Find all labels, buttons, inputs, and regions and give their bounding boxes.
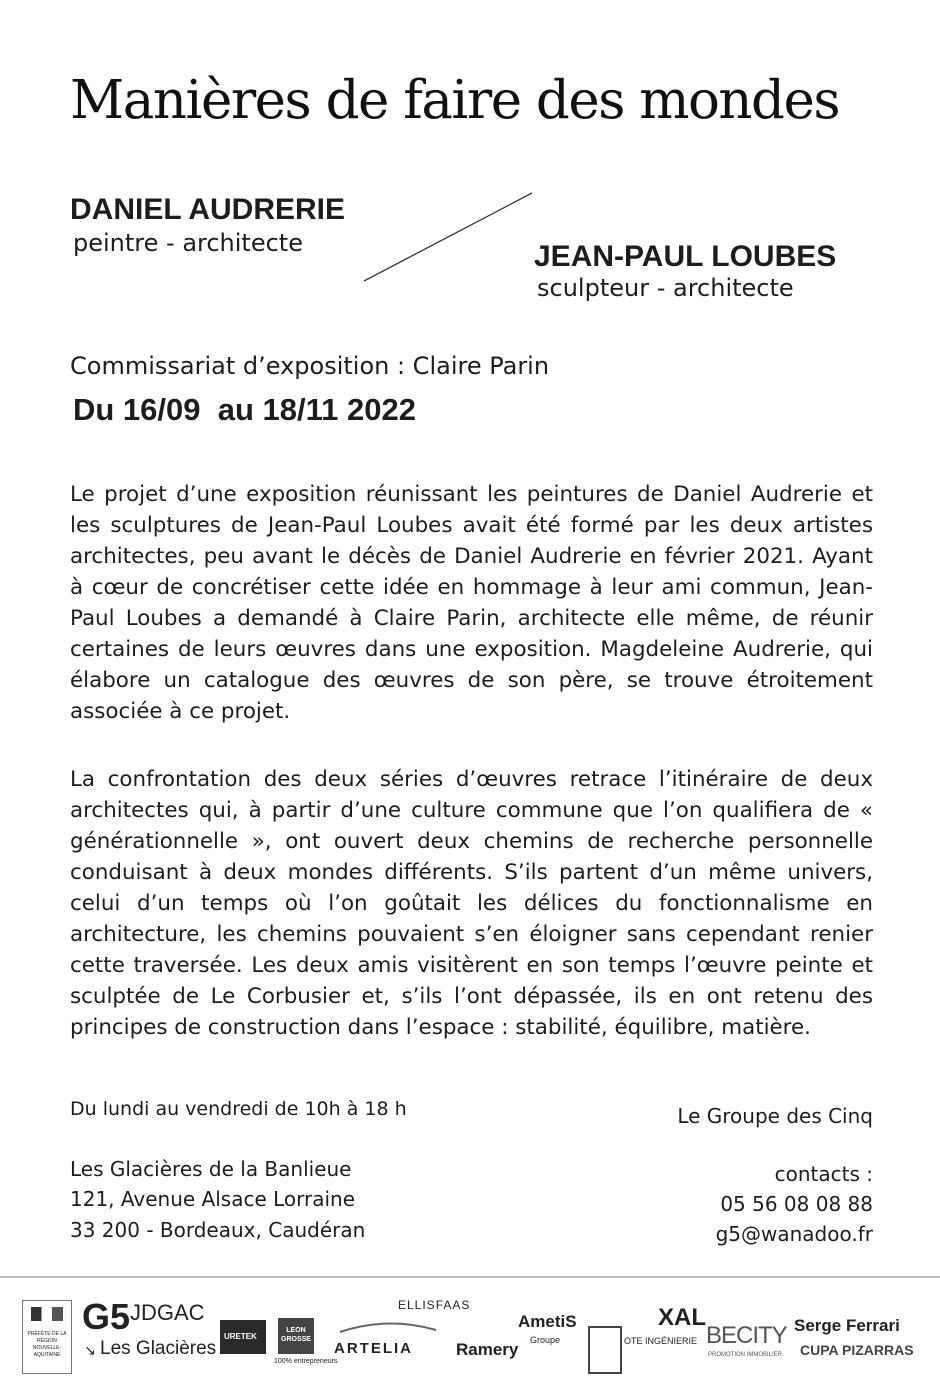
jdgac-logo: JDGAC — [130, 1300, 205, 1325]
ametis-group: Groupe — [530, 1335, 561, 1345]
description-paragraph-1: Le projet d’une exposition réunissant les peintures de Daniel Audrerie et les sculptures de Jean-Paul Loubes avait été formé par les deux artistes architectes, peu avant le décès de Daniel Audrerie en février 2021. Ayant à cœur de concrétiser cette idée en hommage à leur ami commun, Jean-Paul Loubes a demandé à Claire Parin, architecte elle même, de réunir certaines de leurs œuvres dans une exposition. Magdeleine Audrerie, qui élabore un catalogue des œuvres de son père, se trouve étroitement associée à ce projet. — [70, 482, 873, 724]
ramery-logo: Ramery — [456, 1340, 519, 1359]
contact-email[interactable]: g5@wanadoo.fr — [715, 1222, 873, 1246]
sponsor-logos — [0, 1278, 940, 1391]
arrow-icon: ↘ — [84, 1343, 96, 1359]
divider-slash — [360, 190, 535, 285]
cupa-pizarras-logo: CUPA PIZARRAS — [800, 1342, 914, 1358]
becity-logo: BECITY — [706, 1322, 787, 1349]
leon-grosse-logo — [278, 1318, 314, 1354]
prefecture-logo — [22, 1300, 72, 1374]
leon-grosse-tagline: 100% entrepreneurs — [274, 1358, 338, 1365]
ote-logo-mark — [588, 1326, 622, 1374]
opening-hours: Du lundi au vendredi de 10h à 18 h — [70, 1098, 407, 1120]
ametis-logo: AmetiS — [518, 1312, 577, 1331]
artelia-swoosh-icon — [338, 1320, 438, 1334]
xal-logo: XAL — [658, 1304, 706, 1331]
uretek-label: URETEK — [224, 1332, 257, 1341]
serge-ferrari-logo: Serge Ferrari — [794, 1316, 900, 1335]
organizer: Le Groupe des Cinq — [677, 1104, 873, 1128]
glacieres-logo: Les Glacières — [100, 1338, 217, 1359]
uretek-logo — [220, 1320, 266, 1354]
prefecture-label: PRÉFÈTE DE LA RÉGION NOUVELLE-AQUITAINE — [27, 1331, 67, 1358]
leon-grosse-label: LEON GROSSE — [281, 1327, 311, 1343]
becity-tagline: PROMOTION IMMOBILIER — [708, 1352, 783, 1358]
ote-logo: OTE INGÉNIERIE — [624, 1336, 698, 1346]
ellisfaas-logo: ELLISFAAS — [398, 1298, 471, 1312]
curator-line: Commissariat d’exposition : Claire Parin — [70, 352, 550, 380]
artist-1-name: DANIEL AUDRERIE — [70, 193, 346, 226]
exhibition-dates: Du 16/09 au 18/11 2022 — [73, 392, 416, 427]
description-paragraph-2: La confrontation des deux séries d’œuvres retrace l’itinéraire de deux architectes qui, à partir d’une culture commune que l’on qualifiera de « générationnelle », ont ouvert deux chemins de recherche personnelle conduisant à deux mondes différents. S’ils partent d’un même univers, celui d’un temps où l’on goûtait les délices du fonctionnalisme en architecture, les chemins pouvaient s’en éloigner sans cependant renier cette traversée. Les deux amis visitèrent en son temps l’œuvre peinte et sculptée de Le Corbusier et, s’ils l’ont dépassée, ils en ont retenu des principes de construction dans l’espace : stabilité, équilibre, matière. — [70, 767, 873, 1040]
artist-2-name: JEAN-PAUL LOUBES — [534, 240, 837, 273]
venue-city: 33 200 - Bordeaux, Caudéran — [70, 1218, 366, 1242]
g5-logo: G5 — [82, 1296, 131, 1337]
artelia-logo: ARTELIA — [334, 1340, 413, 1357]
exhibition-title: Manières de faire des mondes — [70, 70, 840, 131]
artist-1-role: peintre - architecte — [73, 229, 303, 257]
venue-name: Les Glacières de la Banlieue — [70, 1157, 352, 1181]
artist-2-role: sculpteur - architecte — [537, 274, 794, 302]
venue-street: 121, Avenue Alsace Lorraine — [70, 1187, 356, 1211]
contacts-label: contacts : — [774, 1162, 873, 1186]
contact-phone: 05 56 08 08 88 — [720, 1192, 873, 1216]
flag-icon — [31, 1307, 63, 1321]
